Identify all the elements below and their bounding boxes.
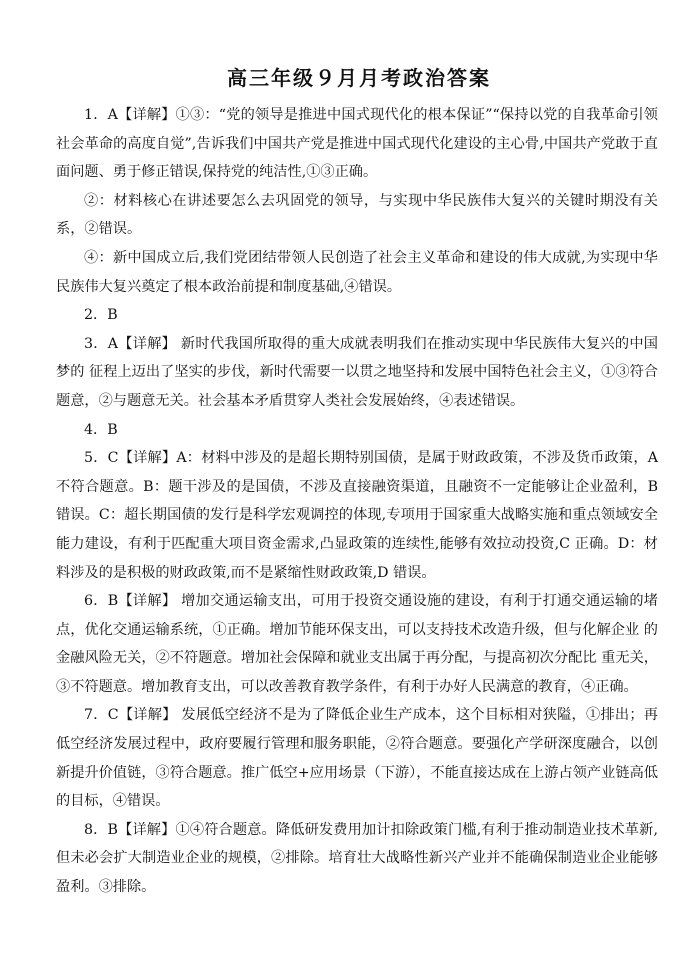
answer-4: 4．B bbox=[84, 421, 118, 438]
answer-3: 3．A【详解】 新时代我国所取得的重大成就表明我们在推动实现中华民族伟大复兴的中国梦的 征程上迈出了坚实的步伐，新时代需要一以贯之地坚持和发展中国特色社会主义，①③符合题意，②与题意无关。社会基本矛盾贯穿人类社会发展始终，④表述错误。 bbox=[56, 335, 658, 409]
document-title: 高三年级９月月考政治答案 bbox=[227, 66, 491, 90]
answer-6: 6．B【详解】 增加交通运输支出，可用于投资交通设施的建设，有利于打通交通运输的堵点，优化交通运输系统，①正确。增加节能环保支出，可以支持技术改造升级，但与化解企业 的金融风险无关，②不符题意。增加社会保障和就业支出属于再分配，与提高初次分配比 重无关，③不符题意。增加教育支出，可以改善教育教学条件，有利于办好人民满意的教育，④正确。 bbox=[56, 593, 658, 695]
answer-2: 2．B bbox=[84, 307, 118, 324]
answer-1: 1．A【详解】①③：“党的领导是推进中国式现代化的根本保证”“保持以党的自我革命引领社会革命的高度自觉”,告诉我们中国共产党是推进中国式现代化建设的主心骨,中国共产党敢于直面问题、勇于修正错误,保持党的纯洁性,①③正确。 bbox=[56, 107, 658, 181]
answer-8: 8．B【详解】①④符合题意。降低研发费用加计扣除政策门槛,有利于推动制造业技术革新,但未必会扩大制造业企业的规模，②排除。培育壮大战略性新兴产业并不能确保制造业企业能够盈利。③排除。 bbox=[56, 821, 658, 896]
answer-1-point-2: ②：材料核心在讲述要怎么去巩固党的领导，与实现中华民族伟大复兴的关键时期没有关系，②错误。 bbox=[56, 192, 658, 238]
answer-7: 7．C【详解】 发展低空经济不是为了降低企业生产成本，这个目标相对狭隘，①排出；再低空经济发展过程中，政府要履行管理和服务职能，②符合题意。要强化产学研深度融合，以创新提升价值链，③符合题意。推广低空+应用场景（下游），不能直接达成在上游占领产业链高低的目标，④错误。 bbox=[56, 707, 658, 810]
answer-1-point-4: ④：新中国成立后,我们党团结带领人民创造了社会主义革命和建设的伟大成就,为实现中华民族伟大复兴奠定了根本政治前提和制度基础,④错误。 bbox=[56, 249, 658, 295]
answer-5: 5．C【详解】A：材料中涉及的是超长期特别国债，是属于财政政策，不涉及货币政策，A 不符合题意。B：题干涉及的是国债，不涉及直接融资渠道，且融资不一定能够让企业盈利，B 错误。C：超长期国债的发行是科学宏观调控的体现,专项用于国家重大战略实施和重点领域安全能力建设，有利于匹配重大项目资金需求,凸显政策的连续性,能够有效拉动投资,C 正确。D：材料涉及的是积极的财政政策,而不是紧缩性财政政策,D 错误。 bbox=[56, 450, 658, 581]
